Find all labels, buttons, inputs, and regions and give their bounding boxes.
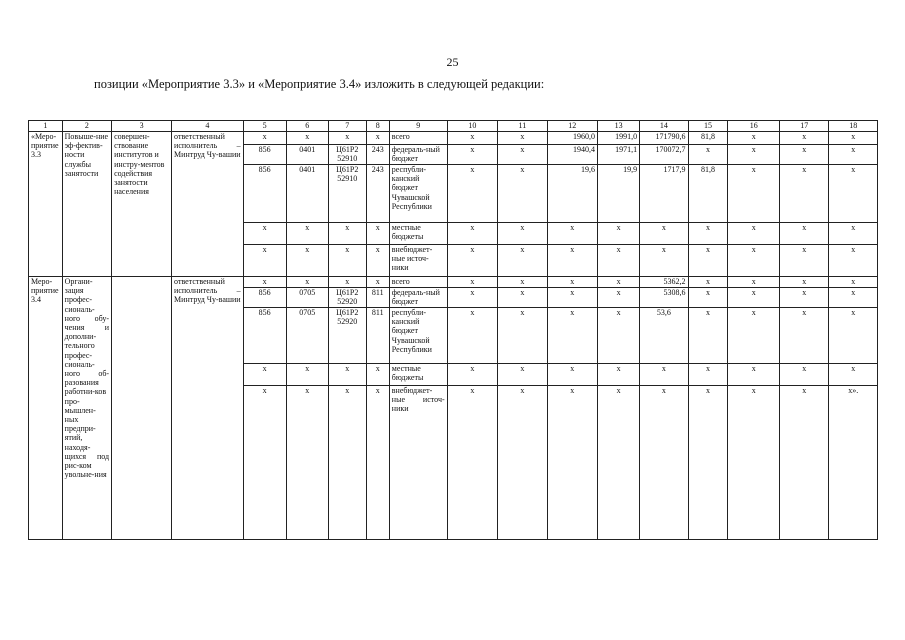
table-cell: 856 bbox=[243, 145, 286, 165]
measures-table bbox=[28, 120, 878, 540]
table-cell: x bbox=[547, 245, 597, 277]
table-cell: x bbox=[243, 132, 286, 145]
table-cell: x bbox=[366, 245, 389, 277]
table-cell: 0401 bbox=[286, 145, 328, 165]
table-cell: 81,8 bbox=[688, 132, 728, 145]
table-cell: x bbox=[728, 132, 780, 145]
table-cell: x bbox=[243, 386, 286, 540]
table-cell: x bbox=[688, 245, 728, 277]
table-cell: x bbox=[728, 223, 780, 245]
table-cell: x bbox=[780, 277, 829, 288]
table-cell: x bbox=[328, 245, 366, 277]
table-cell: 0705 bbox=[286, 288, 328, 308]
measure-title-cell: Органи-зация профес-сиональ-ного обу-чения и дополни-тельного профес-сиональ-ного об-разования работни-ков про-мышлен-ных предпри-ятий, находя-щихся под рис-ком увольне-ния bbox=[62, 277, 111, 540]
table-cell: x bbox=[447, 386, 497, 540]
table-cell: 5362,2 bbox=[640, 277, 688, 288]
table-cell: x bbox=[688, 308, 728, 364]
column-header: 5 bbox=[243, 121, 286, 132]
table-cell: x bbox=[688, 386, 728, 540]
table-cell: x bbox=[286, 132, 328, 145]
measure-goal-cell: совершен-ствование институтов и инстру-ментов содействия занятости населения bbox=[112, 132, 172, 277]
table-cell: x bbox=[780, 245, 829, 277]
column-header: 3 bbox=[112, 121, 172, 132]
funding-source-cell: федераль-ный бюджет bbox=[389, 288, 447, 308]
table-cell: x bbox=[780, 132, 829, 145]
table-cell: x bbox=[598, 245, 640, 277]
table-cell: 1971,1 bbox=[598, 145, 640, 165]
funding-source-cell: республи-канский бюджет Чувашской Республики bbox=[389, 165, 447, 223]
intro-text: позиции «Мероприятие 3.3» и «Мероприятие 3.4» изложить в следующей редакции: bbox=[94, 77, 545, 91]
table-cell: x bbox=[286, 223, 328, 245]
table-cell: x bbox=[728, 245, 780, 277]
table-cell: x bbox=[286, 245, 328, 277]
measure-title-cell: Повыше-ние эф-фектив-ности службы занятости bbox=[62, 132, 111, 277]
table-cell: x bbox=[688, 145, 728, 165]
table-cell: 81,8 bbox=[688, 165, 728, 223]
table-cell: x bbox=[286, 386, 328, 540]
table-cell: x bbox=[366, 386, 389, 540]
table-cell: x bbox=[728, 308, 780, 364]
table-cell: x bbox=[547, 364, 597, 386]
table-cell: x bbox=[829, 308, 878, 364]
table-cell: x bbox=[498, 245, 547, 277]
column-header: 18 bbox=[829, 121, 878, 132]
table-cell: x bbox=[640, 364, 688, 386]
table-cell: x bbox=[688, 364, 728, 386]
funding-source-cell: всего bbox=[389, 132, 447, 145]
table-cell: x bbox=[780, 223, 829, 245]
column-header: 2 bbox=[62, 121, 111, 132]
column-header: 16 bbox=[728, 121, 780, 132]
table-cell: Ц61Р2 52920 bbox=[328, 288, 366, 308]
table-cell: x bbox=[243, 277, 286, 288]
table-cell: 243 bbox=[366, 145, 389, 165]
column-header: 10 bbox=[447, 121, 497, 132]
table-cell: x». bbox=[829, 386, 878, 540]
column-header: 9 bbox=[389, 121, 447, 132]
table-cell: x bbox=[366, 223, 389, 245]
table-cell: x bbox=[780, 308, 829, 364]
table-cell: x bbox=[547, 288, 597, 308]
table-cell: x bbox=[498, 223, 547, 245]
table-cell: x bbox=[498, 288, 547, 308]
table-cell: 811 bbox=[366, 288, 389, 308]
funding-source-cell: внебюджет-ные источ-ники bbox=[389, 386, 447, 540]
table-cell: x bbox=[447, 132, 497, 145]
table-cell: x bbox=[640, 245, 688, 277]
table-cell: x bbox=[498, 132, 547, 145]
table-cell: x bbox=[640, 223, 688, 245]
table-cell: x bbox=[498, 165, 547, 223]
table-cell: x bbox=[780, 386, 829, 540]
table-cell: x bbox=[447, 288, 497, 308]
table-cell: x bbox=[328, 223, 366, 245]
executor-cell: ответственный исполнитель – Минтруд Чу-вашии bbox=[172, 132, 244, 277]
table-cell: x bbox=[498, 364, 547, 386]
table-cell: x bbox=[829, 223, 878, 245]
table-cell: 1717,9 bbox=[640, 165, 688, 223]
table-cell: x bbox=[780, 288, 829, 308]
table-cell: x bbox=[780, 364, 829, 386]
table-cell: x bbox=[829, 132, 878, 145]
table-cell: x bbox=[728, 277, 780, 288]
table-cell: Ц61Р2 52920 bbox=[328, 308, 366, 364]
table-cell: x bbox=[728, 386, 780, 540]
executor-cell: ответственный исполнитель – Минтруд Чу-вашии bbox=[172, 277, 244, 540]
table-cell: x bbox=[447, 165, 497, 223]
table-cell: x bbox=[547, 223, 597, 245]
table-cell: 243 bbox=[366, 165, 389, 223]
table-cell: x bbox=[366, 364, 389, 386]
table-cell: x bbox=[688, 288, 728, 308]
table-cell: x bbox=[243, 364, 286, 386]
table-cell: x bbox=[829, 288, 878, 308]
table-cell: Ц61Р2 52910 bbox=[328, 145, 366, 165]
table-cell: 19,6 bbox=[547, 165, 597, 223]
header-row bbox=[29, 121, 878, 132]
table-cell: x bbox=[829, 145, 878, 165]
table-cell: x bbox=[447, 145, 497, 165]
column-header: 12 bbox=[547, 121, 597, 132]
table-cell: x bbox=[328, 132, 366, 145]
table-cell: x bbox=[829, 245, 878, 277]
table-cell: 19,9 bbox=[598, 165, 640, 223]
page-number: 25 bbox=[446, 55, 459, 69]
table-row bbox=[29, 132, 878, 145]
table-cell: 53,6 bbox=[640, 308, 688, 364]
table-cell: x bbox=[447, 223, 497, 245]
funding-source-cell: республи-канский бюджет Чувашской Республики bbox=[389, 308, 447, 364]
measure-goal-cell bbox=[112, 277, 172, 540]
table-cell: x bbox=[447, 364, 497, 386]
column-header: 4 bbox=[172, 121, 244, 132]
table-cell: x bbox=[688, 277, 728, 288]
table-cell: x bbox=[728, 145, 780, 165]
table-cell: x bbox=[498, 386, 547, 540]
funding-source-cell: внебюджет-ные источ-ники bbox=[389, 245, 447, 277]
funding-source-cell: федераль-ный бюджет bbox=[389, 145, 447, 165]
table-cell: 1940,4 bbox=[547, 145, 597, 165]
table-cell: x bbox=[728, 288, 780, 308]
column-header: 15 bbox=[688, 121, 728, 132]
table-cell: x bbox=[328, 386, 366, 540]
table-cell: x bbox=[780, 145, 829, 165]
table-cell: x bbox=[547, 308, 597, 364]
table-cell: x bbox=[328, 277, 366, 288]
table-row bbox=[29, 277, 878, 288]
column-header: 14 bbox=[640, 121, 688, 132]
column-header: 11 bbox=[498, 121, 547, 132]
table-cell: x bbox=[447, 308, 497, 364]
table-cell: x bbox=[598, 364, 640, 386]
table-cell: x bbox=[498, 277, 547, 288]
table-cell: x bbox=[598, 386, 640, 540]
column-header: 17 bbox=[780, 121, 829, 132]
table-cell: x bbox=[498, 145, 547, 165]
table-cell: 856 bbox=[243, 165, 286, 223]
table-cell: 170072,7 bbox=[640, 145, 688, 165]
funding-source-cell: всего bbox=[389, 277, 447, 288]
column-header: 7 bbox=[328, 121, 366, 132]
table-cell: x bbox=[728, 364, 780, 386]
column-header: 8 bbox=[366, 121, 389, 132]
column-header: 13 bbox=[598, 121, 640, 132]
funding-source-cell: местные бюджеты bbox=[389, 364, 447, 386]
table-cell: 811 bbox=[366, 308, 389, 364]
table-cell: 856 bbox=[243, 288, 286, 308]
table-cell: 171790,6 bbox=[640, 132, 688, 145]
table-cell: 0401 bbox=[286, 165, 328, 223]
table-cell: x bbox=[547, 277, 597, 288]
table-cell: x bbox=[366, 277, 389, 288]
measure-name-cell: «Меро-приятие 3.3 bbox=[29, 132, 63, 277]
table-cell: Ц61Р2 52910 bbox=[328, 165, 366, 223]
table-cell: x bbox=[447, 245, 497, 277]
table-cell: x bbox=[286, 277, 328, 288]
table-cell: 1991,0 bbox=[598, 132, 640, 145]
funding-source-cell: местные бюджеты bbox=[389, 223, 447, 245]
table-cell: x bbox=[598, 308, 640, 364]
table-cell: x bbox=[447, 277, 497, 288]
column-header: 1 bbox=[29, 121, 63, 132]
table-cell: x bbox=[598, 277, 640, 288]
table-cell: x bbox=[498, 308, 547, 364]
table-cell: x bbox=[728, 165, 780, 223]
table-cell: x bbox=[829, 364, 878, 386]
table-cell: x bbox=[829, 165, 878, 223]
table-cell: x bbox=[366, 132, 389, 145]
table-cell: 856 bbox=[243, 308, 286, 364]
table-cell: x bbox=[286, 364, 328, 386]
table-cell: 5308,6 bbox=[640, 288, 688, 308]
table-cell: x bbox=[598, 223, 640, 245]
table-cell: x bbox=[243, 223, 286, 245]
table-cell: x bbox=[780, 165, 829, 223]
table-cell: 1960,0 bbox=[547, 132, 597, 145]
table-cell: x bbox=[640, 386, 688, 540]
table-cell: x bbox=[688, 223, 728, 245]
table-cell: x bbox=[598, 288, 640, 308]
table-cell: x bbox=[547, 386, 597, 540]
table-cell: 0705 bbox=[286, 308, 328, 364]
table-cell: x bbox=[829, 277, 878, 288]
measure-name-cell: Меро-приятие 3.4 bbox=[29, 277, 63, 540]
column-header: 6 bbox=[286, 121, 328, 132]
table-cell: x bbox=[243, 245, 286, 277]
table-cell: x bbox=[328, 364, 366, 386]
